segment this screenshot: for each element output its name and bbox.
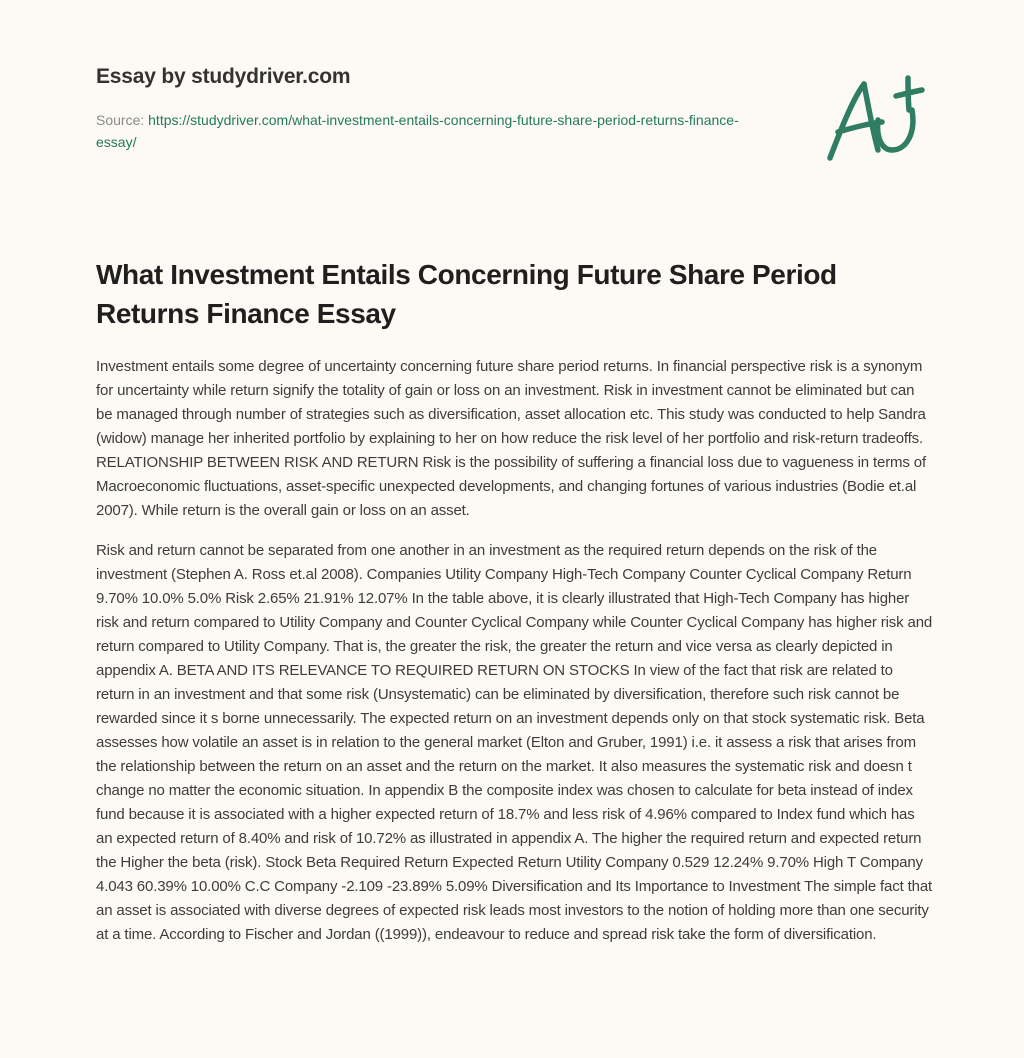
paragraph: Investment entails some degree of uncertainty concerning future share period returns. In financial perspective risk is a synonym for uncertainty while return signify the totality of gain or loss on an investment. Risk in investment cannot be eliminated but can be managed through number of strategies such as diversification, asset allocation etc. This study was conducted to help Sandra (widow) manage her inherited portfolio by explaining to her on how reduce the risk level of her portfolio and risk-return tradeoffs. RELATIONSHIP BETWEEN RISK AND RETURN Risk is the possibility of suffering a financial loss due to vagueness in terms of Macroeconomic fluctuations, asset-specific unexpected developments, and changing fortunes of various industries (Bodie et.al 2007). While return is the overall gain or loss on an asset. [96,358,926,519]
paragraph: Risk and return cannot be separated from one another in an investment as the required return depends on the risk of the investment (Stephen A. Ross et.al 2008). Companies Utility Company High-Tech Company Counter Cyclical Company Return 9.70% 10.0% 5.0% Risk 2.65% 21.91% 12.07% In the table above, it is clearly illustrated that High-Tech Company has higher risk and return compared to Utility Company and Counter Cyclical Company while Counter Cyclical Company has higher risk and return compared to Utility Company. That is, the greater the risk, the greater the return and vice versa as clearly depicted in appendix A. BETA AND ITS RELEVANCE TO REQUIRED RETURN ON STOCKS In view of the fact that risk are related to return in an investment and that some risk (Unsystematic) can be eliminated by diversification, therefore such risk cannot be rewarded since it s borne unnecessarily. The expected return on an investment depends only on that stock systematic risk. Beta assesses how volatile an asset is in relation to the general market (Elton and Gruber, 1991) i.e. it assess a risk that arises from the relationship between the return on an asset and the return on the market. It also measures the systematic risk and doesn t change no matter the economic situation. In appendix B the composite index was chosen to calculate for beta instead of index fund because it is associated with a higher expected return of 18.7% and less risk of 4.96% compared to Index fund which has an expected return of 8.40% and risk of 10.72% as illustrated in appendix A. The higher the required return and expected return the Higher the beta (risk). Stock Beta Required Return Expected Return Utility Company 0.529 12.24% 9.70% High T Company 4.043 60.39% 10.00% C.C Company -2.109 -23.89% 5.09% Diversification and Its Importance to Investment The simple fact that an asset is associated with diverse degrees of expected risk leads most investors to the notion of holding more than one security at a time. According to Fischer and Jordan ((1999)), endeavour to reduce and spread risk take the form of diversification. [96,542,933,943]
a-plus-grade-icon [822,70,928,164]
brand-title: Essay by studydriver.com [96,65,351,88]
source-link[interactable]: https://studydriver.com/what-investment-entails-concerning-future-share-period-returns-finance-essay/ [96,112,739,150]
source-line [96,109,756,153]
article-body [96,355,934,963]
article-title: What Investment Entails Concerning Future Share Period Returns Finance Essay [96,259,837,329]
source-label: Source: [96,112,149,128]
page-header [96,62,796,153]
